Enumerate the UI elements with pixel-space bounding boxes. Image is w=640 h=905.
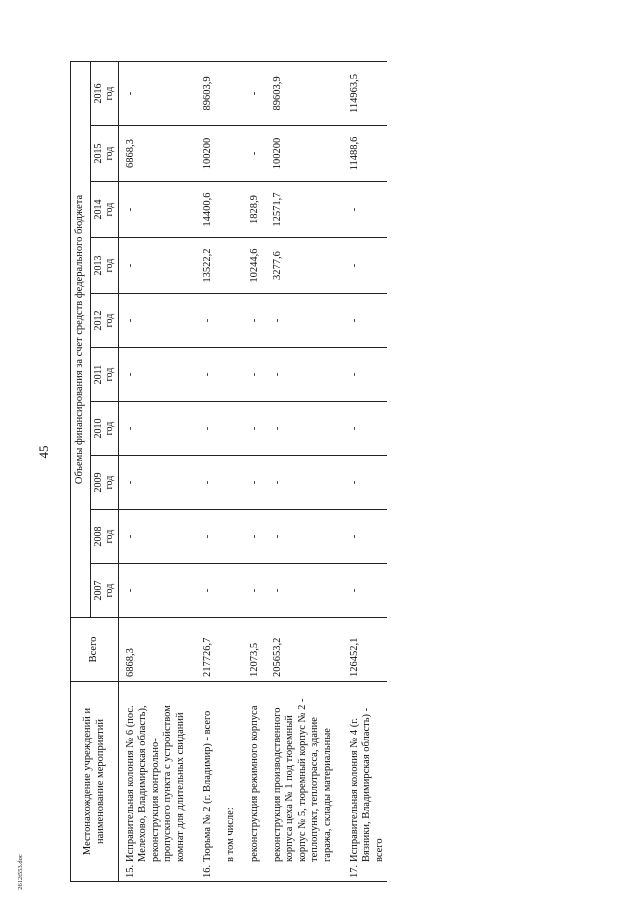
year-label: 2009	[93, 472, 104, 493]
year-column-header	[91, 402, 119, 456]
year-column-header	[91, 564, 119, 618]
row-total-cell: 126452,1	[335, 618, 387, 682]
rotated-funding-table-page	[70, 62, 570, 882]
row-name: реконструкция производственного корпуса цеха № 1 под тюремный корпус № 5, тюремный корпус № 2 - теплопункт, теплотрасса, здание гаража, склады материальные	[272, 698, 333, 862]
year-value-cell: -	[239, 564, 262, 618]
year-value-cell	[215, 294, 238, 348]
year-label: 2007	[93, 580, 104, 601]
year-column-header	[91, 126, 119, 182]
year-value-cell: 13522,2	[188, 238, 215, 294]
table-row	[262, 61, 335, 881]
year-unit-label: год	[103, 421, 115, 436]
year-value-cell: 89603,9	[262, 61, 335, 125]
year-column-header	[91, 294, 119, 348]
year-value-cell: -	[335, 402, 387, 456]
year-value-cell: 1828,9	[239, 182, 262, 238]
funding-table	[70, 61, 387, 882]
year-value-cell: -	[119, 182, 188, 238]
year-value-cell: -	[119, 456, 188, 510]
table-row	[239, 61, 262, 881]
year-label: 2016	[93, 83, 104, 104]
year-unit-label: год	[103, 529, 115, 544]
year-value-cell: 114963,5	[335, 61, 387, 125]
year-value-cell: 3277,6	[262, 238, 335, 294]
year-column-header	[91, 238, 119, 294]
year-label: 2010	[93, 418, 104, 439]
year-value-cell: -	[262, 456, 335, 510]
year-column-header	[91, 348, 119, 402]
year-value-cell: -	[119, 294, 188, 348]
year-label: 2014	[93, 199, 104, 220]
row-number: 17.	[348, 864, 360, 878]
year-value-cell: -	[188, 456, 215, 510]
year-value-cell: -	[262, 402, 335, 456]
row-name-cell	[262, 682, 335, 882]
year-value-cell: 89603,9	[188, 61, 215, 125]
year-value-cell: -	[239, 294, 262, 348]
row-name-cell	[239, 682, 262, 882]
year-unit-label: год	[103, 146, 115, 161]
row-number: 16.	[201, 864, 213, 878]
year-value-cell: -	[239, 126, 262, 182]
year-value-cell: -	[188, 564, 215, 618]
year-value-cell: -	[335, 348, 387, 402]
year-value-cell: -	[188, 402, 215, 456]
total-column-header: Всего	[71, 618, 119, 682]
page-number: 45	[36, 445, 51, 459]
row-name: Исправительная колония № 4 (г. Вязники, Владимирская область) - всего	[348, 707, 385, 862]
year-unit-label: год	[103, 583, 115, 598]
year-unit-label: год	[103, 258, 115, 273]
year-value-cell: -	[239, 61, 262, 125]
year-label: 2015	[93, 143, 104, 164]
table-row	[188, 61, 215, 881]
footer-file-reference: 2612t553.doc	[17, 854, 24, 890]
year-value-cell: -	[262, 564, 335, 618]
table-row	[119, 61, 188, 881]
row-name-cell	[215, 682, 238, 882]
row-name: реконструкция режимного корпуса	[248, 705, 260, 862]
year-value-cell: -	[239, 348, 262, 402]
year-value-cell: 100200	[262, 126, 335, 182]
year-value-cell: 11488,6	[335, 126, 387, 182]
year-unit-label: год	[103, 367, 115, 382]
year-value-cell: -	[188, 348, 215, 402]
year-value-cell: 100200	[188, 126, 215, 182]
year-value-cell: -	[335, 182, 387, 238]
year-value-cell: -	[335, 564, 387, 618]
year-value-cell: -	[262, 294, 335, 348]
year-value-cell: -	[335, 238, 387, 294]
year-value-cell: -	[335, 510, 387, 564]
row-number: 15.	[125, 864, 136, 878]
year-value-cell: -	[239, 456, 262, 510]
location-column-header: Местонахождение учреждений и наименование мероприятий	[71, 682, 119, 882]
year-value-cell	[215, 126, 238, 182]
year-unit-label: год	[103, 202, 115, 217]
year-value-cell	[215, 564, 238, 618]
table-row	[335, 61, 387, 881]
year-unit-label: год	[103, 86, 115, 101]
row-total-cell: 217726,7	[188, 618, 215, 682]
year-value-cell	[215, 456, 238, 510]
year-column-header	[91, 456, 119, 510]
year-value-cell: -	[119, 238, 188, 294]
funding-group-header: Объемы финансирования за счет средств федерального бюджета	[71, 61, 91, 617]
year-value-cell: -	[239, 402, 262, 456]
row-total-cell: 205653,2	[262, 618, 335, 682]
year-value-cell: -	[335, 294, 387, 348]
row-name-cell	[119, 682, 188, 882]
year-value-cell: 14400,6	[188, 182, 215, 238]
row-name: Тюрьма № 2 (г. Владимир) - всего	[201, 710, 213, 862]
year-value-cell: -	[119, 402, 188, 456]
year-value-cell: -	[119, 564, 188, 618]
year-column-header	[91, 510, 119, 564]
row-name-cell	[335, 682, 387, 882]
year-value-cell: -	[119, 510, 188, 564]
year-value-cell: -	[188, 510, 215, 564]
year-value-cell: -	[262, 348, 335, 402]
row-total-cell: 12073,5	[239, 618, 262, 682]
row-name-cell	[188, 682, 215, 882]
year-value-cell: 6868,3	[119, 126, 188, 182]
year-value-cell	[215, 510, 238, 564]
year-value-cell: -	[119, 61, 188, 125]
year-value-cell: 12571,7	[262, 182, 335, 238]
year-value-cell	[215, 402, 238, 456]
year-unit-label: год	[103, 475, 115, 490]
year-label: 2013	[93, 255, 104, 276]
year-value-cell	[215, 238, 238, 294]
year-label: 2011	[93, 364, 104, 385]
year-value-cell	[215, 348, 238, 402]
year-column-header	[91, 182, 119, 238]
year-label: 2012	[93, 310, 104, 331]
row-name: Исправительная колония № 6 (пос. Мелехово, Владимирская область), реконструкция контрольно-пропускного пункта с устройством комнат для длительных свиданий	[125, 705, 186, 862]
row-name: в том числе:	[225, 807, 237, 862]
table-row	[215, 61, 238, 881]
year-value-cell: -	[239, 510, 262, 564]
year-value-cell: -	[262, 510, 335, 564]
row-total-cell	[215, 618, 238, 682]
year-value-cell: 10244,6	[239, 238, 262, 294]
year-label: 2008	[93, 526, 104, 547]
year-value-cell	[215, 182, 238, 238]
year-value-cell: -	[188, 294, 215, 348]
year-column-header	[91, 61, 119, 125]
row-total-cell: 6868,3	[119, 618, 188, 682]
year-value-cell	[215, 61, 238, 125]
year-value-cell: -	[335, 456, 387, 510]
year-unit-label: год	[103, 313, 115, 328]
year-value-cell: -	[119, 348, 188, 402]
